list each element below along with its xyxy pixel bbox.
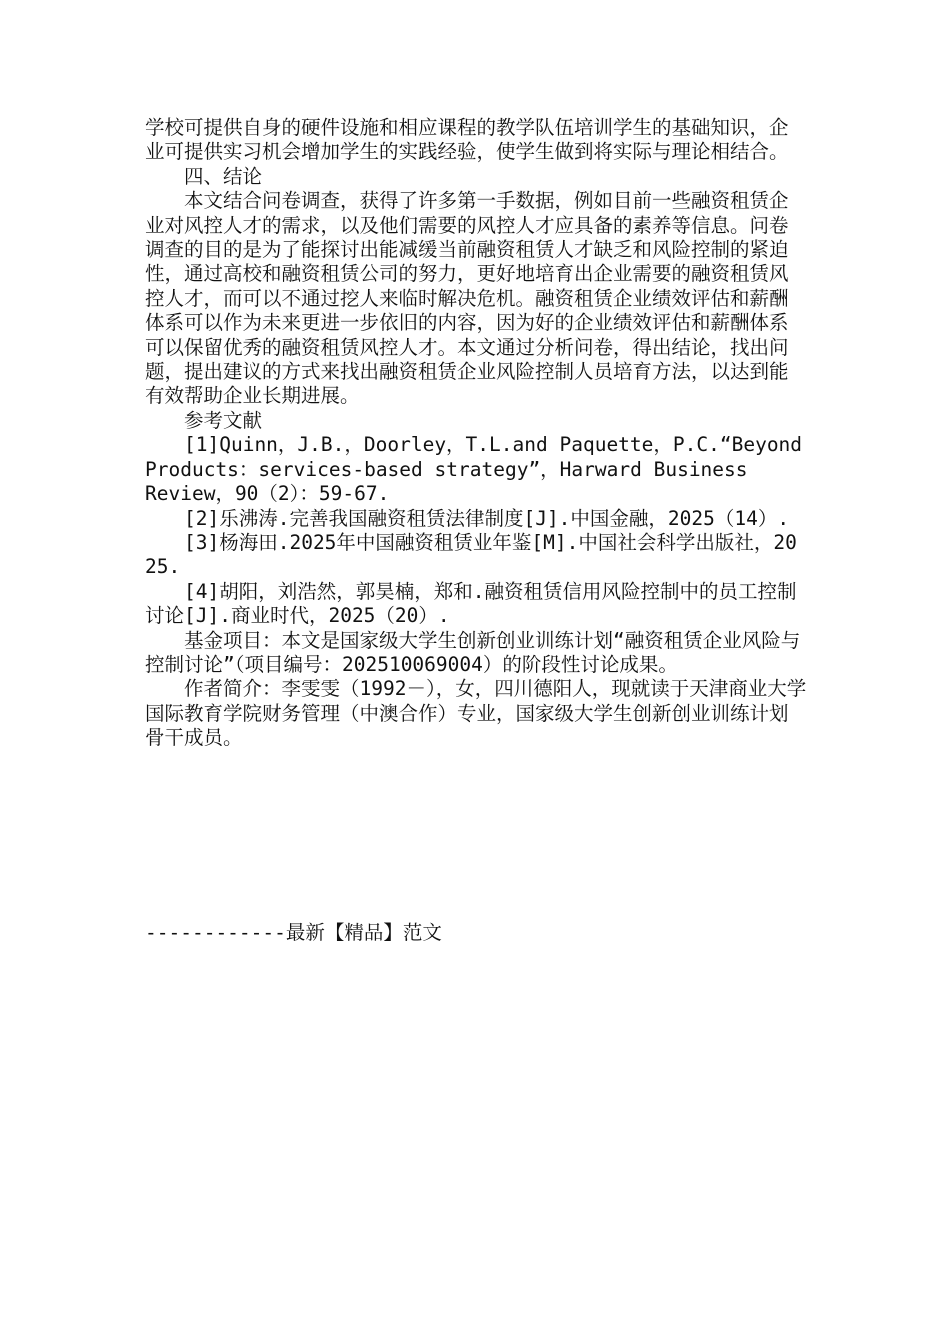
reference-item-1: [1]Quinn，J.B.，Doorley，T.L.and Paquette，P.C.“Beyond Products：services-based strategy”，Harward Business Review，90（2）：59-67.: [145, 433, 803, 506]
author-bio: 作者简介：李雯雯（1992－），女，四川德阳人，现就读于天津商业大学国际教育学院财务管理（中澳合作）专业，国家级大学生创新创业训练计划骨干成员。: [145, 677, 807, 750]
reference-item-3: [3]杨海田.2025年中国融资租赁业年鉴[M].中国社会科学出版社，2025.: [145, 530, 797, 579]
intro-paragraph: 学校可提供自身的硬件设施和相应课程的教学队伍培训学生的基础知识，企业可提供实习机会增加学生的实践经验，使学生做到将实际与理论相结合。: [145, 116, 789, 164]
footer-banner: ------------最新【精品】范文: [145, 921, 442, 944]
references-heading: 参考文献: [184, 408, 263, 432]
reference-item-2: [2]乐沸涛.完善我国融资租赁法律制度[J].中国金融，2025（14）.: [184, 506, 790, 530]
conclusion-paragraph: 本文结合问卷调查，获得了许多第一手数据，例如目前一些融资租赁企业对风控人才的需求，以及他们需要的风控人才应具备的素养等信息。问卷调查的目的是为了能探讨出能减缓当前融资租赁人才缺乏和风险控制的紧迫性，通过高校和融资租赁公司的努力，更好地培育出企业需要的融资租赁风控人才，而可以不通过挖人来临时解决危机。融资租赁企业绩效评估和薪酬体系可以作为未来更进一步依旧的内容，因为好的企业绩效评估和薪酬体系可以保留优秀的融资租赁风控人才。本文通过分析问卷，得出结论，找出问题，提出建议的方式来找出融资租赁企业风险控制人员培育方法，以达到能有效帮助企业长期进展。: [145, 189, 789, 408]
document-page: [145, 116, 807, 751]
conclusion-heading: 四、结论: [184, 164, 263, 188]
reference-item-4: [4]胡阳，刘浩然，郭昊楠，郑和.融资租赁信用风险控制中的员工控制讨论[J].商业时代，2025（20）.: [145, 579, 797, 628]
funding-note: 基金项目：本文是国家级大学生创新创业训练计划“融资租赁企业风险与控制讨论”（项目编号：202510069004）的阶段性讨论成果。: [145, 628, 801, 676]
